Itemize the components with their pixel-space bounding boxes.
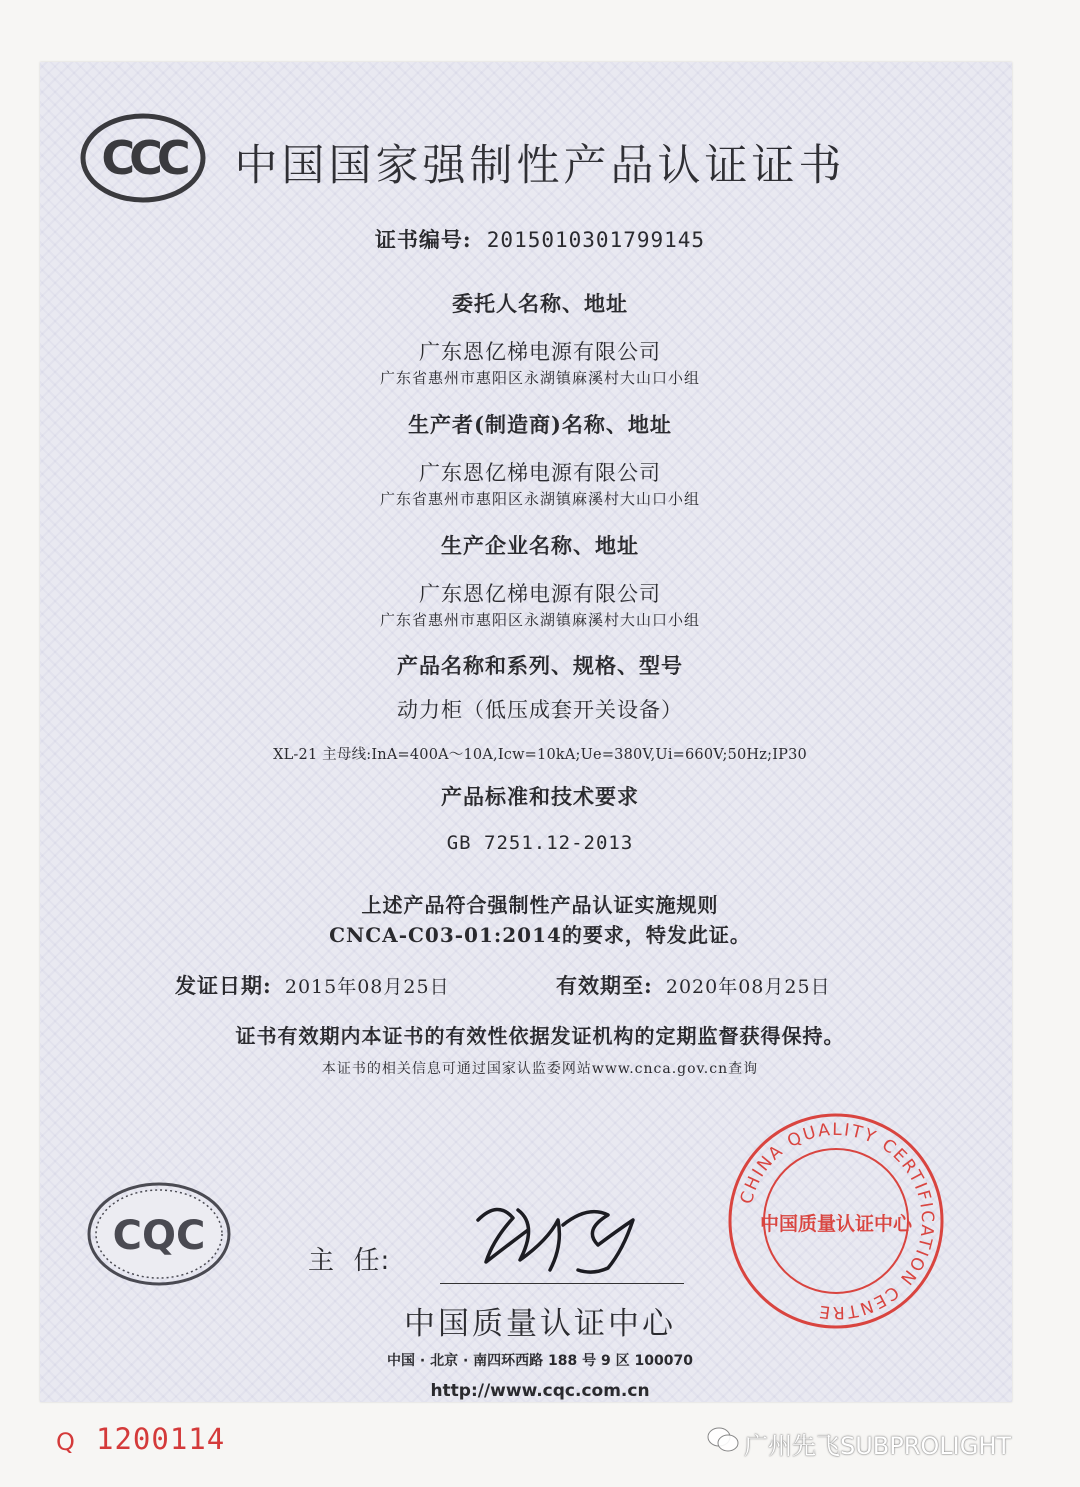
serial-prefix: Q bbox=[56, 1428, 75, 1456]
standard-value: GB 7251.12-2013 bbox=[446, 832, 634, 854]
applicant-address: 广东省惠州市惠阳区永湖镇麻溪村大山口小组 bbox=[379, 369, 700, 387]
ccc-logo-text: CCC bbox=[101, 131, 185, 185]
cqc-logo-text: CQC bbox=[112, 1213, 206, 1259]
manufacturer-name: 广东恩亿梯电源有限公司 bbox=[419, 461, 661, 485]
wechat-icon bbox=[706, 1425, 740, 1455]
product-name: 动力柜（低压成套开关设备） bbox=[397, 698, 683, 722]
manufacturer-address: 广东省惠州市惠阳区永湖镇麻溪村大山口小组 bbox=[379, 490, 700, 508]
issue-date-label: 发证日期: bbox=[175, 973, 272, 998]
serial-number: 1200114 bbox=[96, 1422, 226, 1456]
cert-number bbox=[0, 224, 1080, 254]
expiry-date-value: 2020年08月25日 bbox=[665, 976, 831, 998]
applicant-name: 广东恩亿梯电源有限公司 bbox=[419, 340, 661, 364]
manufacturer-heading: 生产者(制造商)名称、地址 bbox=[408, 412, 672, 437]
seal-inner-text: 中国质量认证中心 bbox=[759, 1213, 913, 1235]
watermark-text: 广州先飞SUBPROLIGHT bbox=[744, 1432, 1012, 1460]
product-model: XL-21 主母线:InA=400A～10A,Icw=10kA;Ue=380V,Ui=660V;50Hz;IP30 bbox=[273, 747, 807, 763]
cert-number-label: 证书编号: bbox=[374, 227, 472, 252]
product-heading: 产品名称和系列、规格、型号 bbox=[397, 653, 683, 678]
expiry-date bbox=[556, 970, 831, 1000]
cert-number-value: 2015010301799145 bbox=[486, 228, 706, 252]
validity-note: 证书有效期内本证书的有效性依据发证机构的定期监督获得保持。 bbox=[235, 1024, 845, 1048]
director-label: 主 任: bbox=[308, 1246, 391, 1276]
factory-name: 广东恩亿梯电源有限公司 bbox=[419, 582, 661, 606]
inquiry-note: 本证书的相关信息可通过国家认监委网站www.cnca.gov.cn查询 bbox=[321, 1061, 759, 1077]
expiry-date-label: 有效期至: bbox=[556, 973, 653, 998]
cqc-logo-icon bbox=[84, 1180, 234, 1288]
conformity-line-1: 上述产品符合强制性产品认证实施规则 bbox=[361, 893, 719, 917]
director-signature bbox=[458, 1190, 658, 1280]
issuer-url: http://www.cqc.com.cn bbox=[430, 1381, 650, 1401]
applicant-heading: 委托人名称、地址 bbox=[452, 291, 628, 316]
issue-date bbox=[175, 970, 450, 1000]
issue-date-value: 2015年08月25日 bbox=[284, 976, 450, 998]
signature-line bbox=[440, 1283, 684, 1284]
page-title: 中国国家强制性产品认证证书 bbox=[234, 141, 846, 191]
seal-outer-text: CHINA QUALITY CERTIFICATION CENTRE bbox=[736, 1119, 938, 1323]
standard-heading: 产品标准和技术要求 bbox=[441, 784, 639, 809]
issuer-address: 中国 · 北京 · 南四环西路 188 号 9 区 100070 bbox=[387, 1353, 693, 1369]
factory-heading: 生产企业名称、地址 bbox=[441, 533, 639, 558]
issuer-name: 中国质量认证中心 bbox=[404, 1306, 676, 1342]
conformity-line-2: CNCA-C03-01:2014的要求，特发此证。 bbox=[329, 923, 751, 947]
factory-address: 广东省惠州市惠阳区永湖镇麻溪村大山口小组 bbox=[379, 611, 700, 629]
